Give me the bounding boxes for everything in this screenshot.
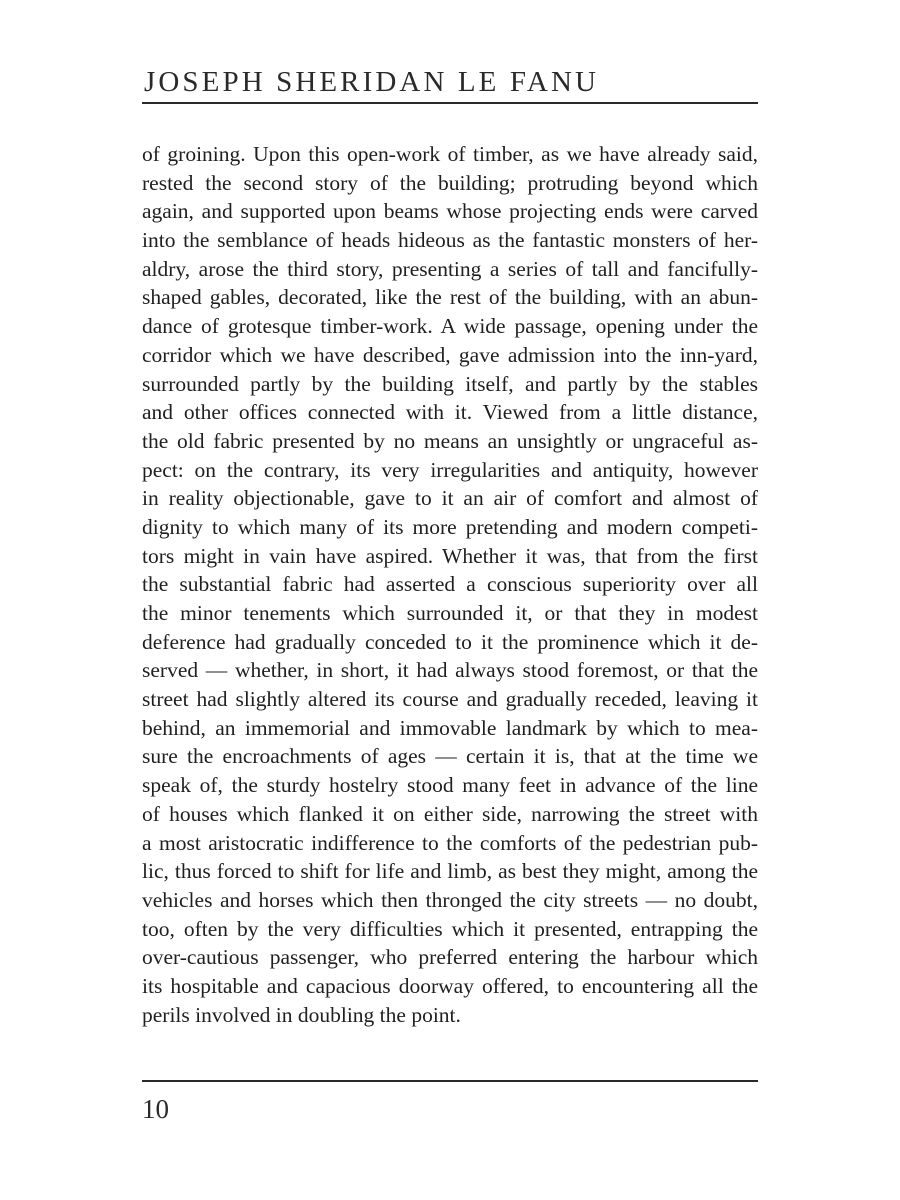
text-line: dance of grotesque timber-work. A wide passage, opening under the: [142, 314, 758, 339]
text-line: of houses which flanked it on either side, narrowing the street with: [142, 801, 758, 826]
text-line: deference had gradually conceded to it the prominence which it de-: [142, 629, 758, 654]
text-line: the minor tenements which surrounded it, or that they in modest: [142, 601, 758, 625]
text-line: vehicles and horses which then thronged the city streets — no doubt,: [142, 887, 758, 912]
text-line: in reality objectionable, gave to it an air of comfort and almost of: [142, 486, 758, 511]
text-line: street had slightly altered its course and gradually receded, leaving it: [142, 687, 758, 712]
text-line: rested the second story of the building; protruding beyond which: [142, 170, 758, 195]
text-line: too, often by the very difficulties which it presented, entrapping the: [142, 916, 758, 941]
text-line: of groining. Upon this open-work of timber, as we have already said,: [142, 142, 758, 166]
text-line: into the semblance of heads hideous as the fantastic monsters of her-: [142, 228, 758, 253]
text-line: the old fabric presented by no means an unsightly or ungraceful as-: [142, 428, 758, 453]
text-line: pect: on the contrary, its very irregularities and antiquity, however: [142, 457, 758, 482]
text-line: sure the encroachments of ages — certain it is, that at the time we: [142, 744, 758, 769]
page-number: 10: [142, 1094, 169, 1124]
text-line: lic, thus forced to shift for life and limb, as best they might, among the: [142, 859, 758, 884]
text-line: speak of, the sturdy hostelry stood many feet in advance of the line: [142, 773, 758, 798]
body-text: [142, 140, 758, 1029]
text-line: a most aristocratic indifference to the comforts of the pedestrian pub-: [142, 830, 758, 855]
text-line-last: perils involved in doubling the point.: [142, 1002, 461, 1027]
text-line: served — whether, in short, it had always stood foremost, or that the: [142, 658, 758, 683]
text-line: corridor which we have described, gave admission into the inn-yard,: [142, 342, 758, 367]
text-line: the substantial fabric had asserted a conscious superiority over all: [142, 572, 758, 597]
author-name: JOSEPH SHERIDAN LE FANU: [144, 66, 600, 98]
text-line: aldry, arose the third story, presenting a series of tall and fancifully-: [142, 256, 758, 281]
text-line: behind, an immemorial and immovable landmark by which to mea-: [142, 715, 758, 740]
text-line: again, and supported upon beams whose projecting ends were carved: [142, 199, 758, 224]
text-line: and other offices connected with it. Viewed from a little distance,: [142, 400, 758, 425]
text-line: shaped gables, decorated, like the rest of the building, with an abun-: [142, 285, 758, 310]
text-line: over-cautious passenger, who preferred entering the harbour which: [142, 945, 758, 970]
text-line: tors might in vain have aspired. Whether it was, that from the first: [142, 543, 758, 568]
text-line: its hospitable and capacious doorway offered, to encountering all the: [142, 973, 758, 998]
running-header: [142, 62, 758, 104]
text-line: surrounded partly by the building itself, and partly by the stables: [142, 371, 758, 396]
text-line: dignity to which many of its more pretending and modern competi-: [142, 514, 758, 539]
footer-rule: [142, 1080, 758, 1082]
